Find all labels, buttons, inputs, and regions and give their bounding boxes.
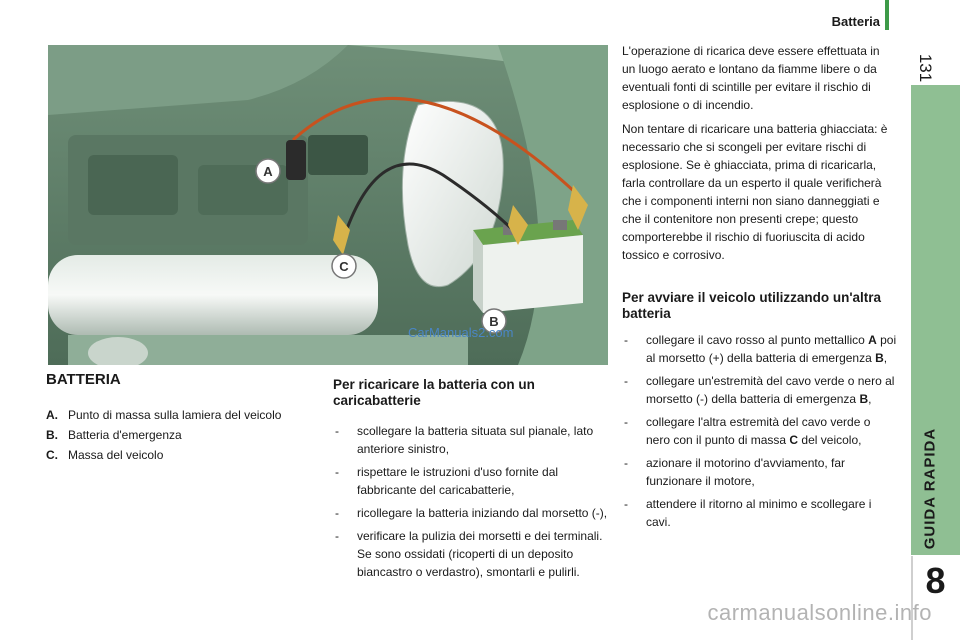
charging-steps-list [333, 422, 608, 586]
header-accent-bar [885, 0, 889, 30]
legend-item: B. Batteria d'emergenza [46, 428, 182, 442]
list-item: - attendere il ritorno al minimo e scollegare i cavi. [622, 495, 897, 531]
chapter-number: 8 [925, 560, 946, 601]
svg-text:B: B [489, 314, 499, 329]
site-watermark: carmanualsonline.info [707, 600, 932, 625]
jumpstart-section-title: Per avviare il veicolo utilizzando un'altra batteria [622, 290, 882, 321]
chapter-tab-label: GUIDA RAPIDA [921, 427, 939, 550]
warning-paragraph: Non tentare di ricaricare una batteria ghiacciata: è necessario che si scongeli per evitare rischi di esplosione. Se è ghiacciata, prima di ricaricarla, farla controllare da un esperto il quale verificherà che i componenti interni non siano danneggiati e che il contenitore non presenti crepe; questo comporterebbe il rischio di fuoriuscita di acido tossico e corrosivo. [622, 122, 888, 262]
battery-legend [46, 405, 326, 465]
battery-section-title: BATTERIA [46, 371, 121, 388]
svg-text:A: A [263, 164, 273, 179]
list-item: - rispettare le istruzioni d'uso fornite dal fabbricante del caricabatterie, [333, 463, 608, 499]
warning-paragraph: L'operazione di ricarica deve essere effettuata in un luogo aerato e lontano da fiamme libere o da eventuali fonti di scintille per evitare il rischio di esplosione o di incendio. [622, 44, 880, 112]
battery-jumpstart-illustration [48, 45, 608, 365]
jumpstart-steps-list [622, 331, 897, 536]
page-header-title: Batteria [831, 14, 880, 29]
list-item: - azionare il motorino d'avviamento, far funzionare il motore, [622, 454, 897, 490]
list-item: - collegare l'altra estremità del cavo verde o nero con il punto di massa C del veicolo, [622, 413, 897, 449]
marker-a [256, 159, 280, 183]
charging-warning-text [622, 42, 894, 270]
charging-section-title: Per ricaricare la batteria con un caricabatterie [333, 377, 535, 408]
marker-c [332, 254, 356, 278]
list-item: - collegare un'estremità del cavo verde o nero al morsetto (-) della batteria di emergenza B, [622, 372, 897, 408]
list-item: - ricollegare la batteria iniziando dal morsetto (-), [333, 504, 608, 522]
legend-item: C. Massa del veicolo [46, 448, 164, 462]
legend-item: A. Punto di massa sulla lamiera del veicolo [46, 408, 282, 422]
page-number: 131 [916, 53, 935, 83]
list-item: - collegare il cavo rosso al punto mettallico A poi al morsetto (+) della batteria di emergenza B, [622, 331, 897, 367]
illustration-watermark-text: CarManuals2.com [408, 325, 514, 340]
svg-text:C: C [339, 259, 349, 274]
list-item: - verificare la pulizia dei morsetti e dei terminali. Se sono ossidati (ricoperti di un deposito biancastro o verdastro), smontarli e pulirli. [333, 527, 608, 581]
list-item: - scollegare la batteria situata sul pianale, lato anteriore sinistro, [333, 422, 608, 458]
